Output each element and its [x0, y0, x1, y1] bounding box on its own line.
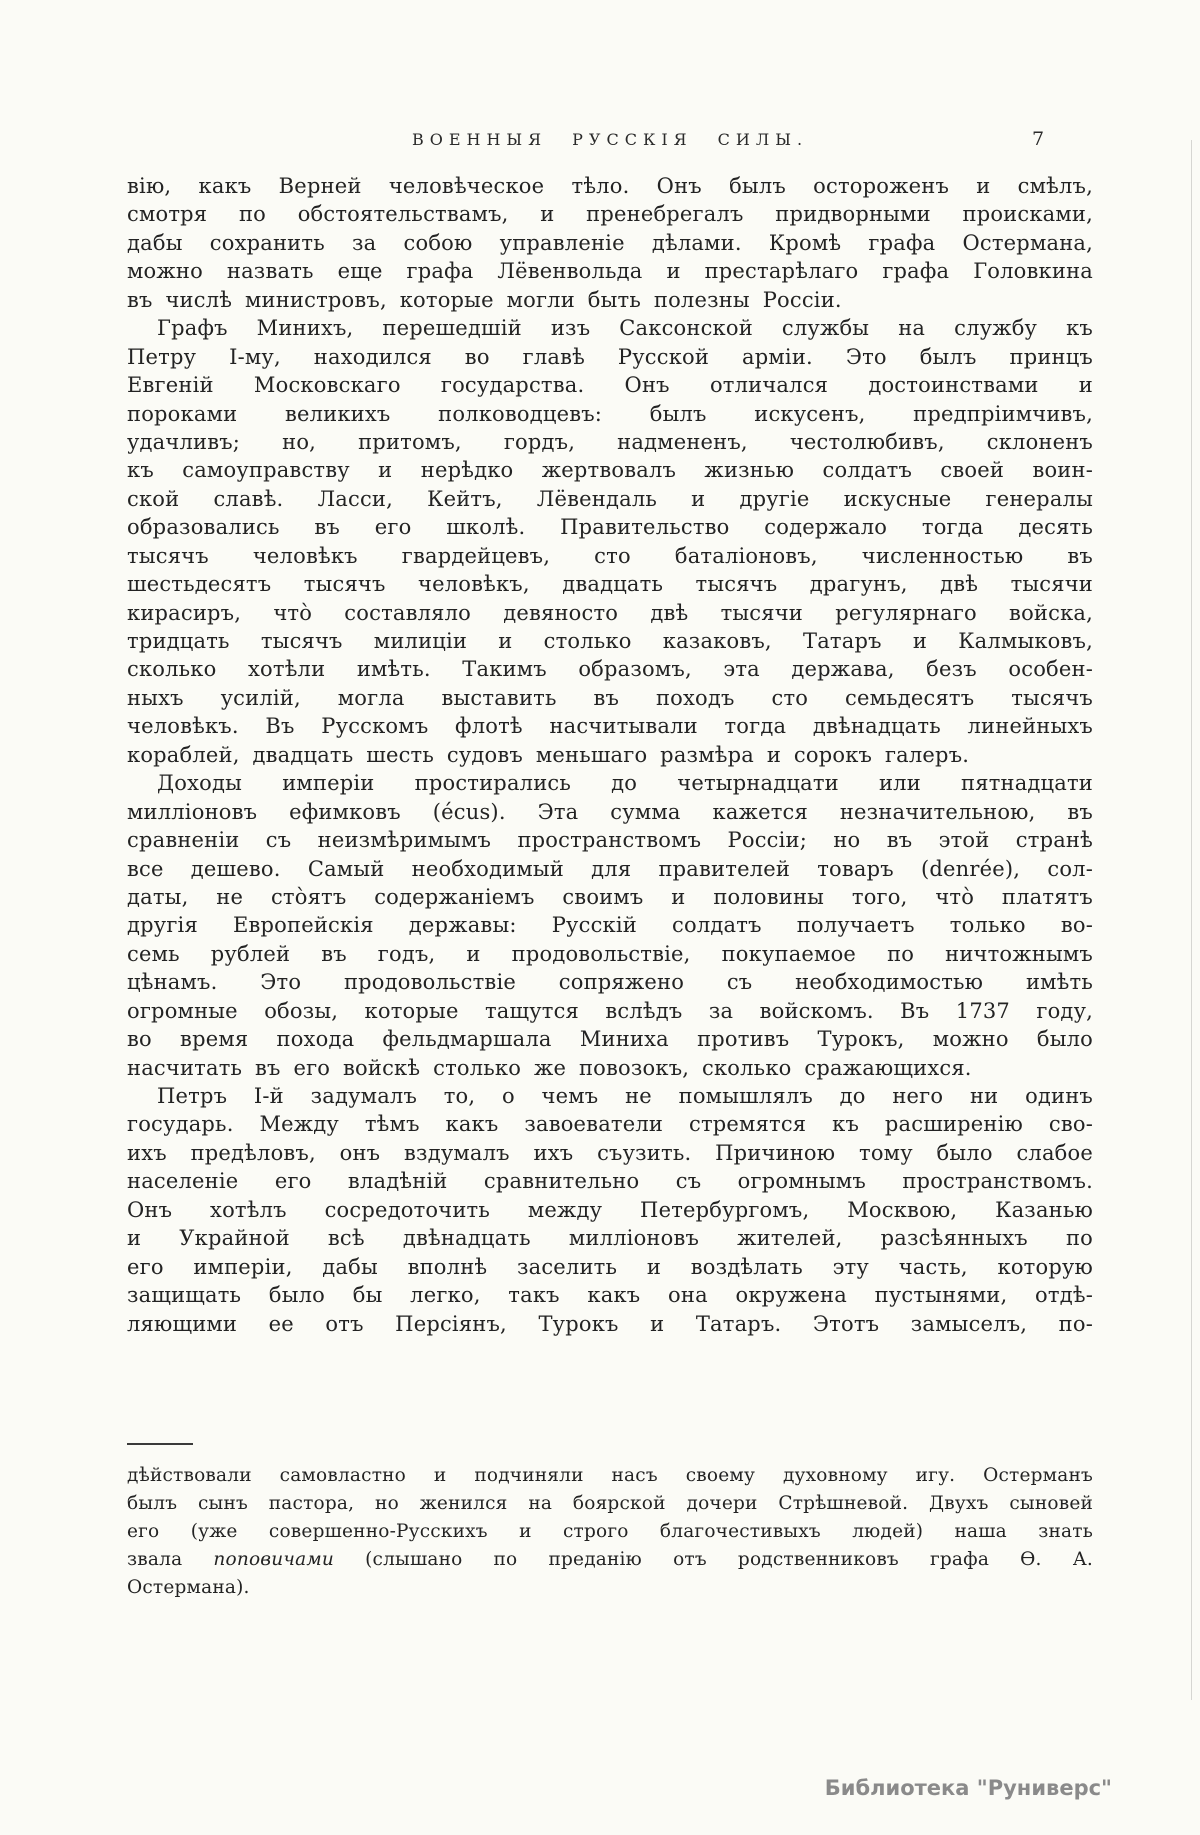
library-watermark: Библиотека "Руниверс": [824, 1776, 1112, 1800]
text-segment: звала: [127, 1549, 214, 1570]
text-line: можно назвать еще графа Лёвенвольда и престарѣлаго графа Головкина: [127, 259, 1093, 284]
text-line: защищать было бы легко, такъ какъ она окружена пустынями, отдѣ-: [127, 1283, 1093, 1308]
footnote-separator: [127, 1443, 193, 1445]
text-line: удачливъ; но, притомъ, гордъ, надмененъ, честолюбивъ, склоненъ: [127, 429, 1093, 454]
text-line: къ самоуправству и нерѣдко жертвовалъ жизнью солдатъ своей воин-: [127, 458, 1093, 483]
text-line: ской славѣ. Ласси, Кейтъ, Лёвендаль и другіе искусные генералы: [127, 486, 1093, 511]
text-line: даты, не стòятъ содержаніемъ своимъ и половины того, чтò платятъ: [127, 884, 1093, 909]
text-line: его имперіи, дабы вполнѣ заселить и воздѣлать эту часть, которую: [127, 1254, 1093, 1279]
text-line: образовались въ его школѣ. Правительство содержало тогда десять: [127, 515, 1093, 540]
footnote-text: [127, 1462, 1093, 1602]
text-line: Графъ Минихъ, перешедшій изъ Саксонской службы на службу къ: [157, 316, 1093, 341]
body-text: [127, 172, 1093, 1338]
text-line: семь рублей въ годъ, и продовольствіе, покупаемое по ничтожнымъ: [127, 941, 1093, 966]
page-number: 7: [1031, 128, 1045, 150]
page-edge-shadow: [1191, 140, 1192, 1700]
text-line: человѣкъ. Въ Русскомъ флотѣ насчитывали тогда двѣнадцать линейныхъ: [127, 714, 1093, 739]
text-line: насчитать въ его войскѣ столько же повозокъ, сколько сражающихся.: [127, 1055, 972, 1080]
text-line: цѣнамъ. Это продовольствіе сопряжено съ необходимостью имѣть: [127, 970, 1093, 995]
text-line: вію, какъ Верней человѣческое тѣло. Онъ былъ остороженъ и смѣлъ,: [127, 174, 1093, 198]
text-line: государь. Между тѣмъ какъ завоеватели стремятся къ расширенію сво-: [127, 1112, 1093, 1137]
text-line: дѣйствовали самовластно и подчиняли насъ своему духовному игу. Остерманъ: [127, 1465, 1093, 1486]
text-line: во время похода фельдмаршала Миниха противъ Турокъ, можно было: [127, 1027, 1093, 1052]
text-line: шестьдесятъ тысячъ человѣкъ, двадцать тысячъ драгунъ, двѣ тысячи: [127, 572, 1093, 597]
text-line: [127, 1546, 1093, 1574]
text-line: его (уже совершенно-Русскихъ и строго благочестивыхъ людей) наша знать: [127, 1521, 1093, 1542]
text-line: Евгеній Московскаго государства. Онъ отличался достоинствами и: [127, 373, 1093, 398]
text-line: тридцать тысячъ милиціи и столько казаковъ, Татаръ и Калмыковъ,: [127, 629, 1093, 653]
text-line: сколько хотѣли имѣть. Такимъ образомъ, эта держава, безъ особен-: [127, 657, 1093, 682]
text-line: Онъ хотѣлъ сосредоточить между Петербургомъ, Москвою, Казанью: [127, 1197, 1093, 1222]
text-line: въ числѣ министровъ, которые могли быть полезны Россіи.: [127, 287, 842, 312]
text-line: ныхъ усилій, могла выставить въ походъ сто семьдесятъ тысячъ: [127, 685, 1093, 710]
text-line: тысячъ человѣкъ гвардейцевъ, сто баталіоновъ, численностью въ: [127, 543, 1093, 568]
text-line: былъ сынъ пастора, но женился на боярской дочери Стрѣшневой. Двухъ сыновей: [127, 1493, 1093, 1514]
text-line: Доходы имперіи простирались до четырнадцати или пятнадцати: [157, 771, 1093, 796]
text-line: огромные обозы, которые тащутся вслѣдъ за войскомъ. Въ 1737 году,: [127, 998, 1093, 1023]
text-line: и Украйной всѣ двѣнадцать милліоновъ жителей, разсѣянныхъ по: [127, 1226, 1093, 1251]
text-line: сравненіи съ неизмѣримымъ пространствомъ Россіи; но въ этой странѣ: [127, 828, 1093, 853]
text-line: смотря по обстоятельствамъ, и пренебрегалъ придворными происками,: [127, 202, 1093, 227]
text-line: все дешево. Самый необходимый для правителей товаръ (denrée), сол-: [127, 856, 1093, 881]
text-line: населеніе его владѣній сравнительно съ огромнымъ пространствомъ.: [127, 1169, 1093, 1194]
text-line: Петръ I-й задумалъ то, о чемъ не помышлялъ до него ни одинъ: [157, 1084, 1093, 1108]
text-line: другія Европейскія державы: Русскій солдатъ получаетъ только во-: [127, 913, 1093, 938]
text-segment: (слышано по преданію отъ родственниковъ графа Ѳ. А.: [334, 1549, 1093, 1570]
text-line: Петру I-му, находился во главѣ Русской арміи. Это былъ принцъ: [127, 344, 1093, 369]
text-line: ляющими ее отъ Персіянъ, Турокъ и Татаръ. Этотъ замыселъ, по-: [127, 1311, 1093, 1336]
text-line: милліоновъ ефимковъ (écus). Эта сумма кажется незначительною, въ: [127, 799, 1093, 824]
text-line: ихъ предѣловъ, онъ вздумалъ ихъ съузить. Причиною тому было слабое: [127, 1140, 1093, 1165]
running-head-title: ВОЕННЫЯ РУССКІЯ СИЛЫ.: [411, 130, 809, 149]
text-line: кирасиръ, чтò составляло девяносто двѣ тысячи регулярнаго войска,: [127, 600, 1093, 625]
text-line: Остермана).: [127, 1577, 250, 1598]
text-line: пороками великихъ полководцевъ: былъ искусенъ, предпріимчивъ,: [127, 401, 1093, 426]
italic-term: поповичами: [213, 1549, 334, 1570]
text-line: кораблей, двадцать шесть судовъ меньшаго размѣра и сорокъ галеръ.: [127, 742, 970, 767]
text-line: дабы сохранить за собою управленіе дѣлами. Кромѣ графа Остермана,: [127, 230, 1093, 255]
